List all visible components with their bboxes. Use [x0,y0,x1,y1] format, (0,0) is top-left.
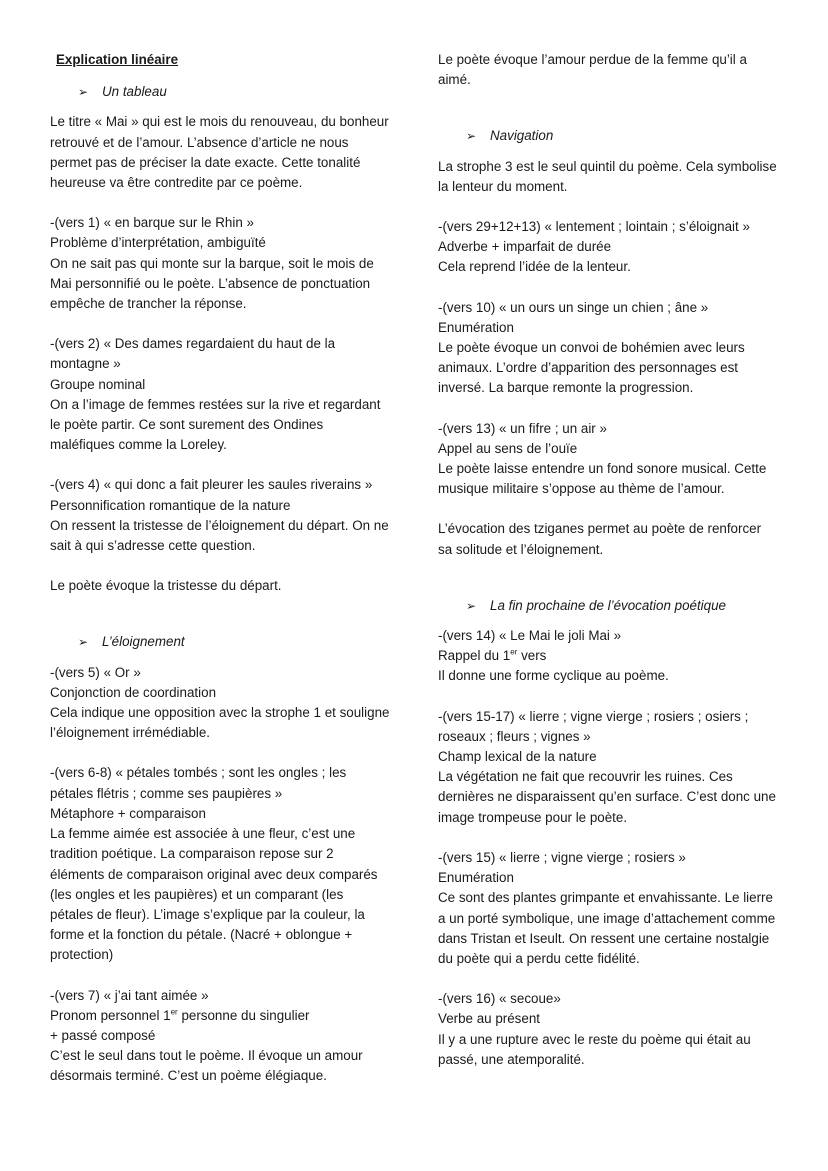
section-conclusion: Le poète évoque la tristesse du départ. [50,578,282,594]
analysis-text: La végétation ne fait que recouvrir les ruines. Ces dernières ne disparaissent qu’en surface. C’est donc une image trompeuse pour le poète. [438,769,776,825]
figure-label: Champ lexical de la nature [438,749,597,765]
figure-label: Personnification romantique de la nature [50,497,291,513]
figure-label: Adverbe + imparfait de durée [438,239,612,255]
analysis-text: Le poète laisse entendre un fond sonore musical. Cette musique militaire s’oppose au thème de l’amour. [438,461,767,497]
figure-label: Enumération [438,870,514,886]
analysis-text: Le poète évoque un convoi de bohémien avec leurs animaux. L’ordre d’apparition des personnages est inversé. La barque remonte la progression. [438,340,745,396]
figure-label [438,646,778,666]
analysis-text: On a l’image de femmes restées sur la rive et regardant le poète partir. Ce sont surement des Ondines maléfiques comme la Loreley. [50,396,381,453]
figure-label-part: Pronom personnel 1 [50,1007,171,1023]
figure-label: Conjonction de coordination [50,684,217,700]
verse-citation: -(vers 4) « qui donc a fait pleurer les saules riverains » [50,477,373,493]
verse-citation: -(vers 15) « lierre ; vigne vierge ; rosiers » [438,849,686,865]
right-column [438,50,778,1070]
section-conclusion: Le poète évoque l’amour perdue de la femme qu’il a aimé. [438,52,747,88]
section-conclusion: L’évocation des tziganes permet au poète de renforcer sa solitude et l’éloignement. [438,521,762,557]
arrow-bullet-icon: ➢ [78,635,89,650]
figure-label: Enumération [438,319,514,335]
analysis-text: C’est le seul dans tout le poème. Il évoque un amour désormais terminé. C’est un poème élégiaque. [50,1048,363,1084]
figure-label: Appel au sens de l’ouïe [438,440,578,456]
section-heading-fin-prochaine [438,596,778,616]
section-heading-label: Un tableau [102,84,167,100]
left-column [50,50,390,1087]
figure-label: Métaphore + comparaison [50,805,206,821]
analysis-text: On ne sait pas qui monte sur la barque, soit le mois de Mai personnifié ou le poète. L’absence de ponctuation empêche de trancher la réponse. [50,255,374,312]
document-title: Explication linéaire [56,52,179,67]
figure-label: Problème d’interprétation, ambiguïté [50,235,266,251]
section-heading-label: La fin prochaine de l’évocation poétique [490,597,726,613]
arrow-bullet-icon: ➢ [78,85,89,100]
analysis-text: Il donne une forme cyclique au poème. [438,668,669,684]
verse-citation: -(vers 29+12+13) « lentement ; lointain ; s’éloignait » [438,219,750,235]
verse-citation: -(vers 16) « secoue» [438,991,561,1007]
arrow-bullet-icon: ➢ [466,598,477,613]
analysis-text: Cela reprend l’idée de la lenteur. [438,259,631,275]
paragraph-intro: La strophe 3 est le seul quintil du poème. Cela symbolise la lenteur du moment. [438,158,777,194]
section-heading-tableau [50,82,390,102]
analysis-text: La femme aimée est associée à une fleur, c’est une tradition poétique. La comparaison repose sur 2 éléments de comparaison original avec deux comparés (les ongles et les paupières) et un comparant (les pétales de fleur). L’image s’explique par la couleur, la forme et la fonction du pétale. (Nacré + oblongue + protection) [50,826,378,963]
figure-label-part: Rappel du 1 [438,648,511,664]
section-heading-label: Navigation [490,128,554,144]
analysis-text: On ressent la tristesse de l’éloignement du départ. On ne sait à qui s’adresse cette question. [50,517,389,554]
section-heading-navigation [438,126,778,146]
section-heading-eloignement [50,632,390,652]
verse-citation: -(vers 6-8) « pétales tombés ; sont les ongles ; les pétales flétris ; comme ses paupières » [50,765,347,801]
verse-citation: -(vers 2) « Des dames regardaient du haut de la montagne » [50,336,336,372]
figure-label: Groupe nominal [50,376,146,392]
verse-citation: -(vers 7) « j’ai tant aimée » [50,987,209,1003]
ordinal-superscript: er [510,647,518,657]
verse-citation: -(vers 14) « Le Mai le joli Mai » [438,628,622,644]
verse-citation: -(vers 15-17) « lierre ; vigne vierge ; rosiers ; osiers ; roseaux ; fleurs ; vignes » [438,708,749,744]
figure-label-part: vers [517,648,547,664]
figure-label-part: personne du singulier [177,1007,310,1023]
figure-label [50,1006,390,1026]
arrow-bullet-icon: ➢ [466,129,477,144]
verse-citation: -(vers 10) « un ours un singe un chien ; âne » [438,299,709,315]
verse-citation: -(vers 5) « Or » [50,664,141,680]
section-heading-label: L’éloignement [102,634,185,650]
analysis-text: Ce sont des plantes grimpante et envahissante. Le lierre a un porté symbolique, une image d’attachement comme dans Tristan et Iseult. On ressent une certaine nostalgie du poète qui a perdu cette fidélité. [438,890,776,966]
figure-label: Verbe au présent [438,1011,540,1027]
ordinal-superscript: er [170,1007,178,1017]
analysis-text: Il y a une rupture avec le reste du poème qui était au passé, une atemporalité. [438,1031,751,1067]
verse-citation: -(vers 13) « un fifre ; un air » [438,420,607,436]
figure-label: + passé composé [50,1027,156,1043]
verse-citation: -(vers 1) « en barque sur le Rhin » [50,215,254,231]
analysis-text: Cela indique une opposition avec la strophe 1 et souligne l’éloignement irrémédiable. [50,705,390,741]
paragraph-intro: Le titre « Mai » qui est le mois du renouveau, du bonheur retrouvé et de l’amour. L’absence d’article ne nous permet pas de préciser la date exacte. Cette tonalité heureuse va être contredite par ce poème. [50,114,389,191]
